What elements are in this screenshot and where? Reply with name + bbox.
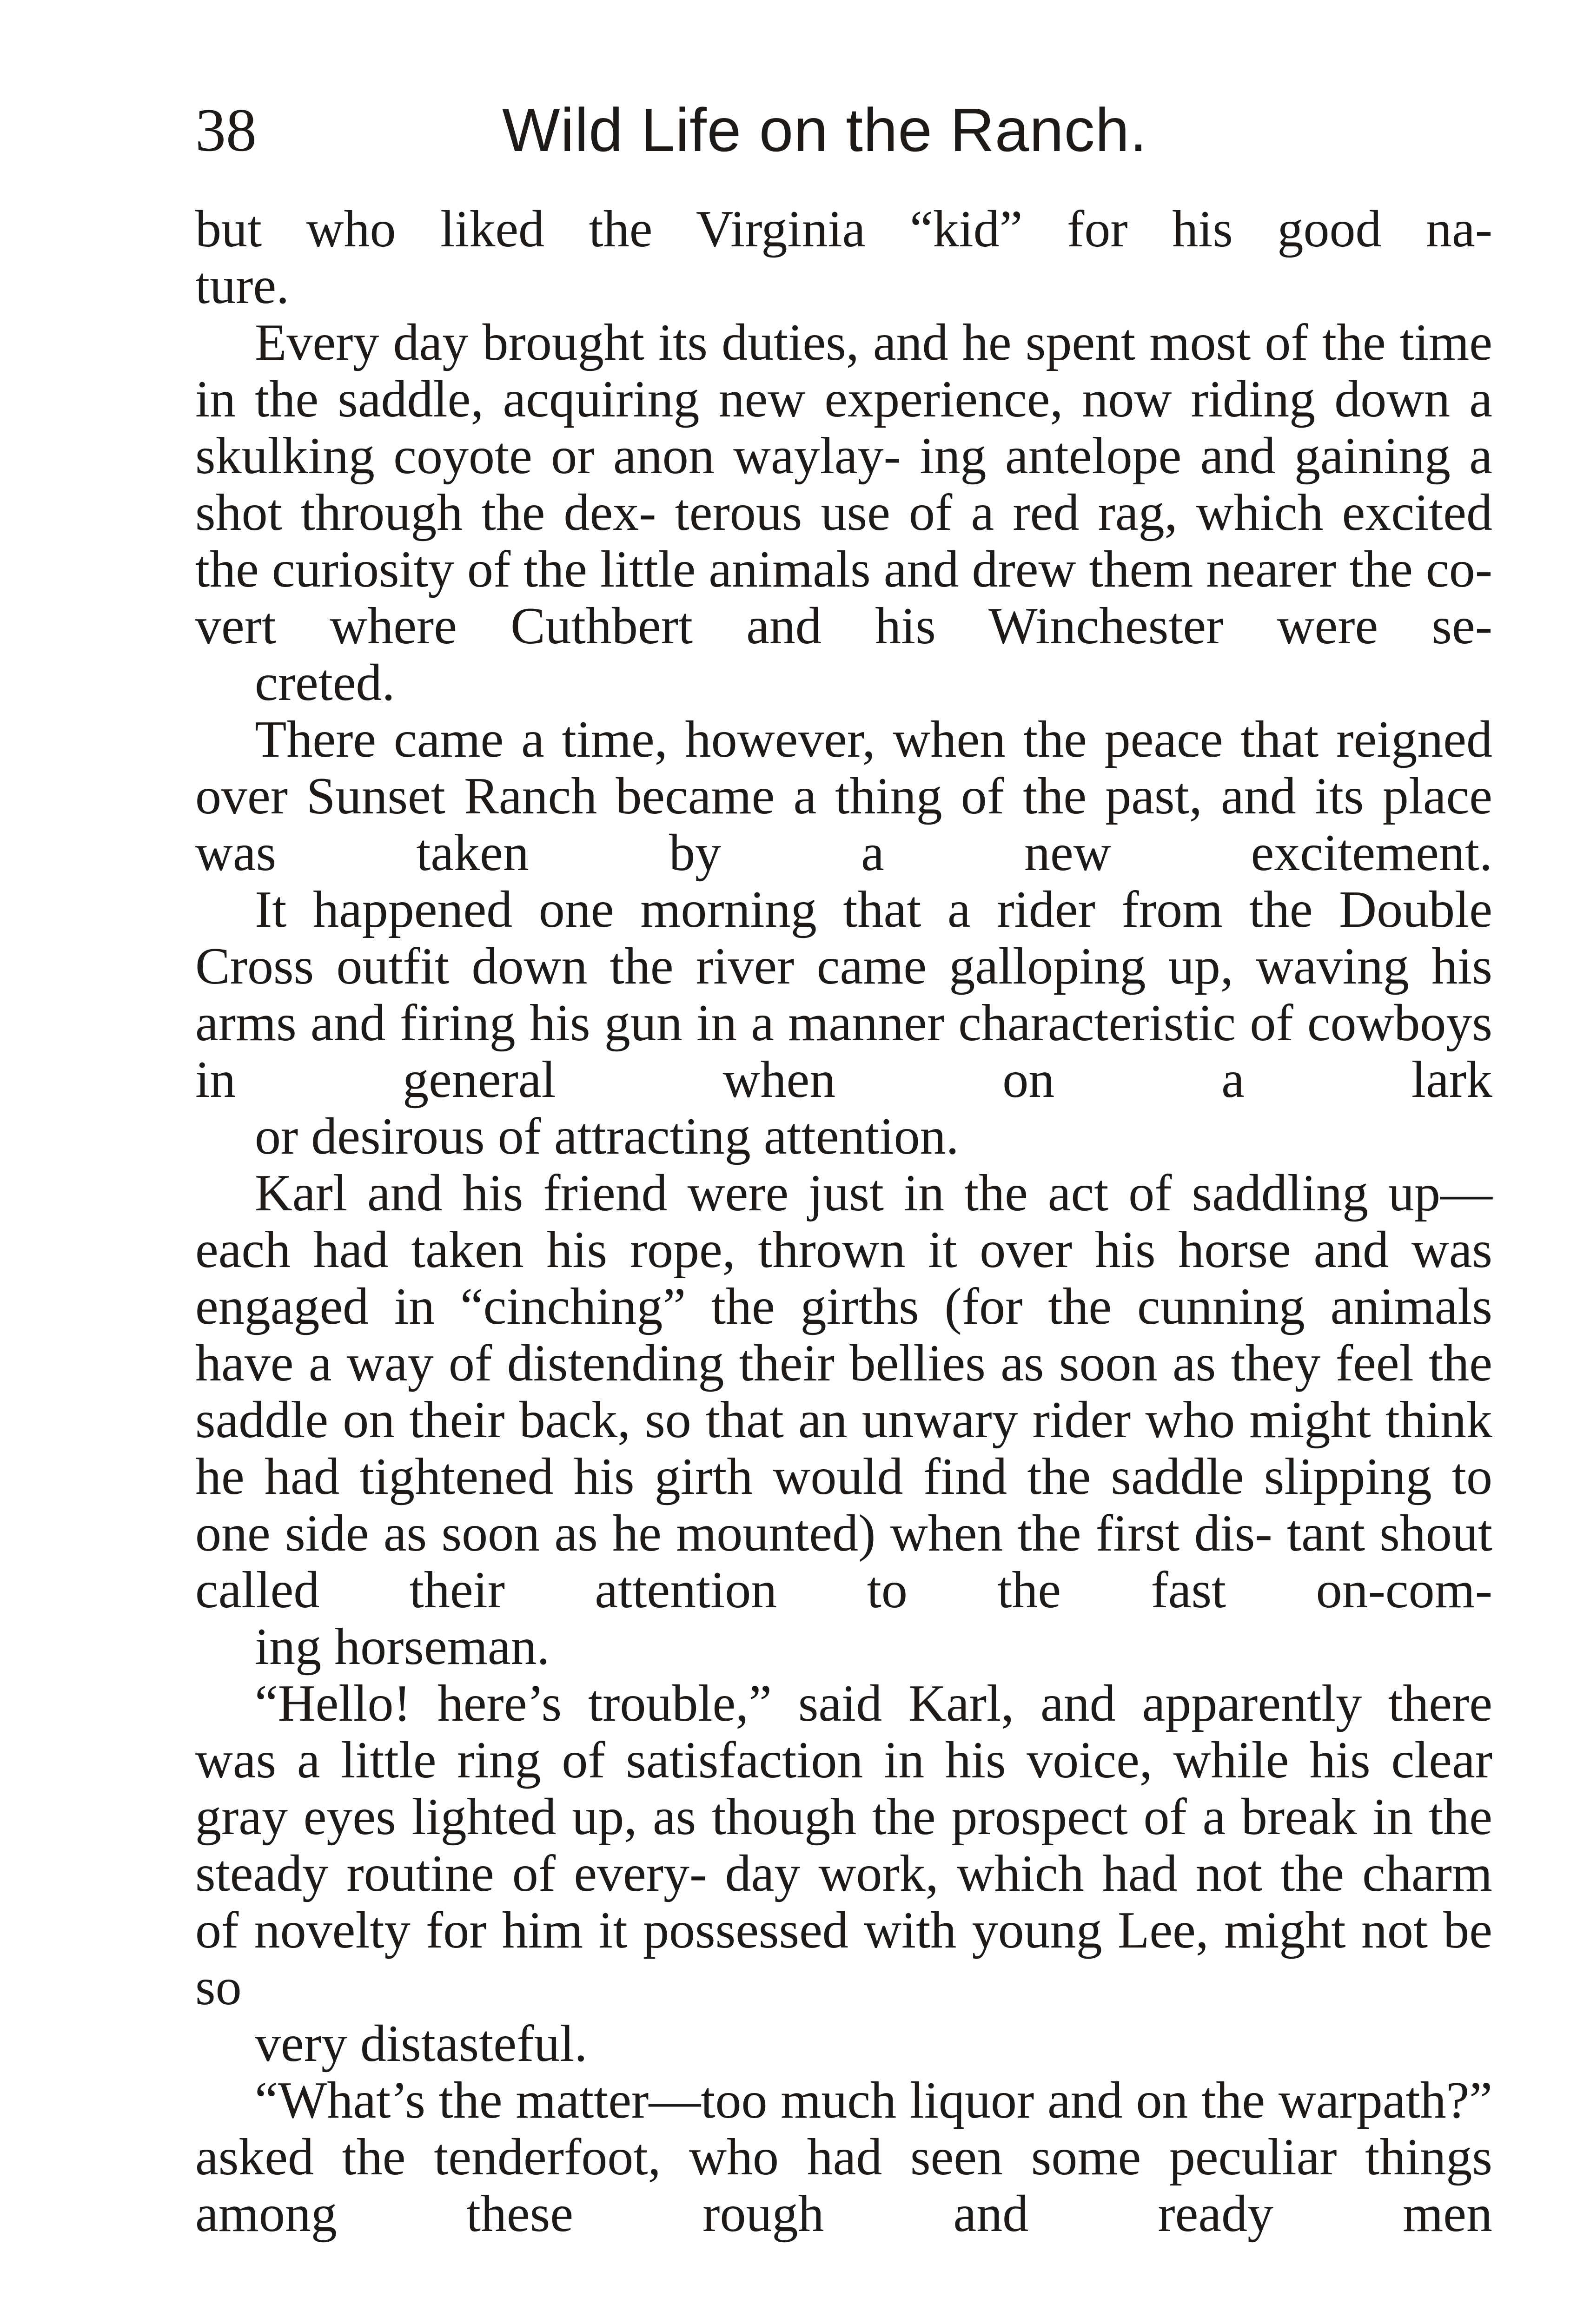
- body-text: [195, 201, 1492, 2242]
- paragraph-2: Every day brought its duties, and he spent most of the time in the saddle, acquiring new experience, now riding down a skulking coyote or anon waylay- ing antelope and gaining a shot through the dex- terous use of a red rag, which excited the curiosity of the little animals and drew them nearer the co- vert where Cuthbert and his Winchester were se- creted.: [195, 314, 1492, 712]
- paragraph-7: “What’s the matter—too much liquor and on the warpath?” asked the tenderfoot, who had seen some peculiar things among these rough and ready men: [195, 2072, 1492, 2243]
- paragraph-3: There came a time, however, when the peace that reigned over Sunset Ranch became a thing of the past, and its place was taken by a new excitement.: [195, 711, 1492, 882]
- running-head: [195, 93, 1502, 167]
- paragraph-1: but who liked the Virginia “kid” for his good na- ture.: [195, 200, 1492, 315]
- paragraph-5: Karl and his friend were just in the act of saddling up—each had taken his rope, thrown it over his horse and was engaged in “cinching” the girths (for the cunning animals have a way of distending their bellies as soon as they feel the saddle on their back, so that an unwary rider who might think he had tightened his girth would find the saddle slipping to one side as soon as he mounted) when the first dis- tant shout called their attention to the fast on-com- ing horseman.: [195, 1164, 1492, 1676]
- paragraph-4: It happened one morning that a rider from the Double Cross outfit down the river came galloping up, waving his arms and firing his gun in a manner characteristic of cowboys in general when on a lark or desirous of attracting attention.: [195, 881, 1492, 1165]
- paragraph-6: “Hello! here’s trouble,” said Karl, and apparently there was a little ring of satisfaction in his voice, while his clear gray eyes lighted up, as though the prospect of a break in the steady routine of every- day work, which had not the charm of novelty for him it possessed with young Lee, might not be so very distasteful.: [195, 1675, 1492, 2073]
- page-number: 38: [195, 96, 257, 164]
- book-title: Wild Life on the Ranch.: [502, 96, 1147, 164]
